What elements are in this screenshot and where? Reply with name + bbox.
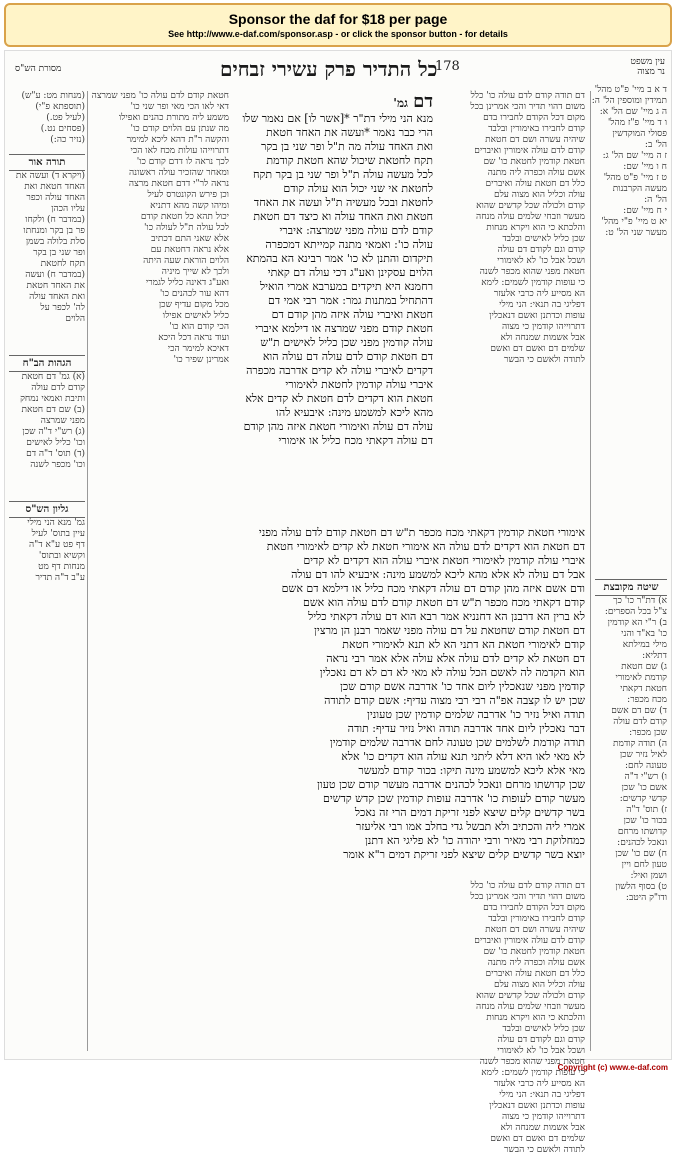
shita-mekubetzet-line: קודם לדם עולה — [613, 717, 667, 727]
hagahot-habach-text — [9, 372, 85, 471]
tosafot-line: מה שנתן עם הלוים קודם כו' — [130, 124, 229, 134]
gemara-line: עולה כו': ואמאי מתנה קמייתא דמכפרה — [265, 238, 433, 251]
commentary-bottom-line: דפליגי בה תנאי: הני מילי — [499, 1090, 585, 1100]
gemara-lower-line: מעשר קודם לעופות כו' אדרבה עופות קודמין שכן קדש קדשים — [322, 792, 585, 805]
torah-ohr-line: (במדבר ח) ולקחו — [25, 215, 85, 225]
gemara-line: עולה קודמין מפני שכן כליל לאישים ת"ש — [260, 336, 433, 349]
hagahot-habach-line: וכו' מכפר לשנה — [30, 460, 85, 470]
commentary-bottom-block — [93, 881, 585, 1155]
mesoret-hashas-text — [9, 91, 85, 146]
ein-mishpat-label: עין משפט — [630, 57, 665, 67]
hagahot-habach-line: ותיבת ואמאי נמחק — [20, 394, 85, 404]
gemara-lower-line: לא מאי לאו היא דלא ליתני תנא עולה הוא דקדים כו' אלא — [341, 750, 585, 763]
ner-mitzvah-label: נר מצוה — [637, 67, 665, 77]
mesoret-hashas-line: (מנחות מט: ע"ש) — [21, 91, 85, 101]
gemara-line: הרי כבר נאמר *ועשה את האחד חטאת — [266, 126, 433, 139]
shita-mekubetzet-line: צ"ל בכל הספרים: — [604, 607, 667, 617]
commentary-bottom-line: שיהיה עשרה ושם דם חטאת — [485, 925, 585, 935]
ein-mishpat-line: ו ד מיי' פ"ז מהל' — [607, 118, 667, 128]
torah-ohr-line: את האחד חטאת — [26, 281, 85, 291]
torah-ohr-line: סלת בלולה בשמן — [25, 237, 85, 247]
commentary-bottom-line: חטאת קודמין לחטאת כו' שם — [483, 947, 585, 957]
gemara-line: לכל מעשה עולה ת"ל ופר שני בן בקר תקח — [253, 168, 433, 181]
gemara-lower-line: מאי אלא ליכא למשמע מינה תיקו: בכור קודם למעשר — [358, 764, 585, 777]
gemara-lower-line: הוא הקדמה לה לאשם הכל עולה לא מאי לא דם לא דם נאכלין — [319, 666, 585, 679]
commentary-bottom-line: קודם ולכולה שכל קדשים שהוא — [476, 991, 585, 1001]
rashi-line: קודם ולכולה שכל קדשים שהוא — [476, 201, 585, 211]
torah-ohr-heading: תורה אור — [9, 154, 85, 171]
margin-left-column — [9, 91, 85, 1051]
gilyon-hashas-text — [9, 518, 85, 584]
rashi-line: הא מסייע ליה כרבי אלעזר — [493, 289, 585, 299]
gemara-line: עולה דם עולה ואימורי חטאת איזה מהן קודם — [243, 420, 433, 433]
rashi-line: כי עופות קודמין לשמים: לימא — [481, 278, 585, 288]
rashi-line: עולה וכליל הוא מצוה עלם — [493, 190, 585, 200]
shita-mekubetzet-line: ו) רש"י ד"ה — [624, 772, 667, 782]
ein-mishpat-line: תמידין ומוספין הל' ה: — [591, 96, 667, 106]
commentary-bottom-line: מעשר וזבחי שלמים עולה מנחה — [476, 1002, 585, 1012]
tosafot-line: דתרוייהו עולות מכח לאו הכי — [130, 146, 229, 156]
torah-ohr-line: לה' לכפר על — [40, 303, 85, 313]
tosafot-line: אמרינן שפיר כו' — [173, 355, 229, 365]
ein-mishpat-line: י ח מיי' שם: — [623, 206, 667, 216]
shita-mekubetzet-line: קודמת לאימורי — [615, 673, 667, 683]
gemara-line: חטאת ואת האחד עולה וא כיצד דם חטאת — [253, 210, 433, 223]
gemara-lower-line: איברי עולה קודמין לאימורי חטאת איברי עולה הוא דקדים לא קדים — [303, 554, 585, 567]
gemara-lower-line: דם חטאת לא קדים לדם עולה אלא עולה אלא אמר רבי נראה — [326, 652, 585, 665]
rashi-line: אבל אשמות שמנחה ולא — [500, 333, 585, 343]
shita-mekubetzet-line: ז) תוס' ד"ה — [626, 805, 667, 815]
mesoret-hashas-line: (נזיר כה:) — [50, 135, 85, 145]
rashi-column — [435, 91, 585, 521]
rashi-line: אשם עולה וכפרה ליה מתנה — [487, 168, 585, 178]
gemara-line: רחמנא היא תיקדים במערבא אמרי הואיל — [260, 280, 433, 293]
torah-ohr-text — [9, 171, 85, 325]
shita-mekubetzet-line: ונאכל לכהנים: — [617, 838, 667, 848]
tosafot-line: כליל לאישים אפילו — [162, 311, 229, 321]
gemara-intro: גמ' — [393, 96, 409, 110]
ein-mishpat-column — [591, 85, 667, 1055]
tosafot-line: ומיהו קשה מהא דתניא — [150, 201, 229, 211]
gemara-line: תקח לחטאת שיכול שהא חטאת קודמת — [266, 154, 433, 167]
gemara-line: לחטאת ובכל מעשיה ת"ל ועשה את האחד — [253, 196, 433, 209]
tosafot-line: דהא עור לכהנים כו' — [159, 289, 229, 299]
tosafot-line: מכל מקום עדיף שכן — [158, 300, 229, 310]
gemara-line: מהא ליכא למשמע מינה: איבעיא להו — [276, 406, 433, 419]
gemara-line: דהתחיל במתנות גמר: אמר רבי אמי דם — [267, 294, 433, 307]
gemara-line: דם עולה דקאתי מכח כליל או אימורי — [278, 434, 433, 447]
rashi-line: והלכתא כי הוא ויקרא מנחות — [486, 223, 585, 233]
ein-mishpat-line: הל' ב: — [644, 140, 667, 150]
gemara-lower-line: שכן יש לו קצבה אפ"ה רבי רבי מצוה עדיף: אשם קודם לתודה — [324, 694, 585, 707]
rashi-line: שכן כליל לאישים ובלבד — [502, 234, 585, 244]
shita-mekubetzet-line: ודו"ק היטב: — [625, 893, 667, 903]
commentary-bottom-line: כי עופות קודמין לשמים: לימא — [481, 1068, 585, 1078]
tosafot-column — [93, 91, 229, 521]
commentary-bottom-line: חטאת מפני שהוא מכפר לשנה — [479, 1057, 585, 1067]
gemara-lower-line: לא ברין הא דרבנן הא דחנניא אמר רבא הוא דם עולה דקאתי כליל — [308, 610, 585, 623]
torah-ohr-line: הלוים — [65, 314, 85, 324]
rashi-line: מקום דכל הקודם לחבירו בדם — [483, 113, 585, 123]
gemara-line: קודם לדם עולה מפני שמרצה: איברי — [279, 224, 433, 237]
shita-mekubetzet-line: דתליא: — [642, 651, 667, 661]
commentary-bottom-line: שלמים דם ואשם דם ואשם — [490, 1134, 585, 1144]
gemara-line: הלוים עסקינן ואע"ג דכי עולה דם קאתי — [267, 266, 433, 279]
shita-mekubetzet-line: מילי במילתא — [622, 640, 667, 650]
gemara-lower-line: קודם דקאתי מכח מכפר ת"ש דם חטאת קודם לדם עולה הוא אשם — [303, 596, 585, 609]
gilyon-hashas-line: עיין בתוס' לעיל — [31, 529, 85, 539]
commentary-bottom-line: שכן כליל לאישים ובלבד — [502, 1024, 585, 1034]
column-divider — [590, 91, 591, 1051]
mesoret-hashas-line: (לעיל פט.) — [46, 113, 85, 123]
shita-mekubetzet-line: ושמן ואיל: — [630, 871, 667, 881]
hagahot-habach-line: וכו' כליל לאישים — [26, 438, 85, 448]
shita-mekubetzet-heading: שיטה מקובצת — [595, 579, 667, 596]
commentary-bottom-text — [93, 881, 585, 1156]
gemara-lead-word: דם — [413, 91, 433, 112]
gilyon-hashas-line: וקשיא ובתוס' — [38, 551, 85, 561]
column-divider-left — [87, 91, 88, 1051]
tosafot-line: ואע"ג דאינה כליל לגמרי — [145, 278, 229, 288]
gilyon-hashas-line: גמ' מנא הני מילי — [27, 518, 85, 528]
shita-mekubetzet-line: אשם כו' שכן — [621, 783, 667, 793]
gemara-line: דקדים לאיברי עולה לא קדים אדרבה מכפרה — [246, 364, 433, 377]
shita-mekubetzet-line: קדשי קדשים: — [619, 794, 667, 804]
tosafot-line: אלא נראה דחטאת עם — [150, 245, 229, 255]
mesoret-hashas-line: (פסחים נט.) — [40, 124, 85, 134]
hagahot-habach-line: קודם לדם עולה — [31, 383, 85, 393]
ein-mishpat-line: מעשה הקרבנות — [612, 184, 667, 194]
commentary-bottom-line: והלכתא כי הוא ויקרא מנחות — [486, 1013, 585, 1023]
gemara-lower-line: אמרי ליה והכתיב ולא תבשל גדי בחלב אמו רבי אליעזר — [355, 820, 585, 833]
tosafot-line: והקשה ר"ת דהא ליכא למימר — [126, 135, 229, 145]
torah-ohr-line: תקח לחטאת — [40, 259, 85, 269]
mesoret-hashas-line: (תוספתא פ"י) — [35, 102, 85, 112]
ein-mishpat-text — [591, 85, 667, 239]
commentary-bottom-line: לתודה ולאשם כי הבשר — [503, 1145, 585, 1155]
gemara-lower-line: כמחלוקת רבי מאיר ורבי יהודה כו' לא פליגי הא דתנן — [364, 834, 585, 847]
torah-ohr-line: פר בן בקר ומנחתו — [23, 226, 85, 236]
gemara-text — [233, 112, 433, 448]
torah-ohr-line: (במדבר ח) ועשה — [25, 270, 85, 280]
rashi-line: לתודה ולאשם כי הבשר — [503, 355, 585, 365]
shita-mekubetzet-line: כו' בא"ד והני — [621, 629, 667, 639]
gilyon-hashas-line: מנחות דף מט — [38, 562, 85, 572]
rashi-line: דתרוייהו קודמין כי מצוה — [501, 322, 585, 332]
shita-mekubetzet-line: א) דת"ר כו' כך — [613, 596, 667, 606]
rashi-text — [435, 91, 585, 366]
commentary-bottom-line: משום דהוי תדיר והכי אמרינן בכל — [470, 892, 585, 902]
ein-mishpat-line: ד א ב מיי' פ"ט מהל' — [594, 85, 667, 95]
tosafot-text — [93, 91, 229, 366]
tosafot-line: אלא שאני התם דכתיב — [151, 234, 229, 244]
commentary-bottom-line: מקום דכל הקודם לחבירו בדם — [483, 903, 585, 913]
ein-mishpat-line: ה ג מיי' שם הל' א: — [599, 107, 667, 117]
tosafot-line: דאיכא למימר הכי — [167, 344, 229, 354]
commentary-bottom-line: הא מסייע ליה כרבי אלעזר — [493, 1079, 585, 1089]
sponsor-title[interactable]: Sponsor the daf for $18 per page — [228, 11, 448, 27]
rashi-line: קודם לדם עולה אימורין ואיברים — [474, 146, 585, 156]
hagahot-habach-line: (ב) שם דם חטאת — [21, 405, 85, 415]
gemara-line: איברי עולה קודמין לחטאת לאימורי — [285, 378, 433, 391]
hagahot-habach-line: (ד) תוס' ד"ה דם — [26, 449, 85, 459]
gemara-lower-line: תודה ואיל נזיר כו' אדרבה שלמים קודמין שכן טעונין — [367, 708, 585, 721]
ein-mishpat-line: פסולי המוקדשין — [612, 129, 667, 139]
mesoret-hashas-header: מסורת הש"ס — [15, 64, 62, 74]
shita-mekubetzet-line: ט) בסוף הלשון — [615, 882, 667, 892]
ein-mishpat-line: ט ז מיי' פ"ט מהל' — [603, 173, 667, 183]
gilyon-hashas-heading: גליון הש"ס — [9, 501, 85, 518]
gemara-line: חטאת קודם מפני שמרצה או דילמא איברי — [255, 322, 433, 335]
torah-ohr-line: האחד חטאת ואת — [24, 182, 85, 192]
torah-ohr-line: ופר שני בן בקר — [33, 248, 85, 258]
commentary-bottom-line: כלל דם חטאת עולה ואיברים — [485, 969, 585, 979]
commentary-bottom-line: דם תודה קודם לדם עולה כו' כלל — [470, 881, 585, 891]
rashi-line: מעשר וזבחי שלמים עולה מנחה — [476, 212, 585, 222]
gemara-line: חטאת הוא דקדים לדם חטאת לא קדים אלא — [245, 392, 433, 405]
copyright-text: Copyright (c) www.e-daf.com — [557, 1063, 668, 1072]
gemara-lower-line: אבל דם עולה לא אלא מהא ליכא למשמע מינה: איבעיא להו דם עולה — [291, 568, 585, 581]
gemara-main-block — [233, 91, 433, 521]
gilyon-hashas-line: דף פט ע"א ד"ה — [28, 540, 85, 550]
rashi-line: עופות וכדתנן ואשם דנאכלין — [489, 311, 585, 321]
shita-mekubetzet-line: טעון לחם ויין — [621, 860, 667, 870]
shita-mekubetzet-line: קדושתו מרחם — [617, 827, 667, 837]
tosafot-line: חטאת קודם לדם עולה כו' מפני שמרצה — [91, 91, 229, 101]
gemara-line: דם חטאת קודם לדם עולה דם עולה הוא — [262, 350, 433, 363]
rashi-line: משום דהוי תדיר והכי אמרינן בכל — [470, 102, 585, 112]
gemara-lower-line: קודמין מפני שנאכלין ליום אחד כו' אדרבה אשם קודם שכן — [340, 680, 585, 693]
commentary-bottom-line: עולה וכליל הוא מצוה עלם — [493, 980, 585, 990]
shita-mekubetzet-line: טעונה לחם: — [625, 761, 667, 771]
gemara-lower-block — [93, 526, 585, 876]
rashi-line: שיהיה עשרה ושם דם חטאת — [485, 135, 585, 145]
hagahot-habach-line: (א) גמ' דם חטאת — [21, 372, 85, 382]
gemara-line: חטאת ואיברי עולה איזה מהן קודם דם — [271, 308, 433, 321]
shita-mekubetzet-line: שכן מכפר: — [629, 728, 667, 738]
gemara-lower-line: בשר קדשים קלים שיצא לפני זריקת דמים הרי זה נאכל — [354, 806, 585, 819]
rashi-line: חטאת קודמין לחטאת כו' שם — [483, 157, 585, 167]
gilyon-hashas-line: ע"ב ד"ה תדיר — [35, 573, 85, 583]
page-number: 178 — [435, 59, 460, 74]
hagahot-habach-line: מפני שמרצה — [40, 416, 85, 426]
gemara-line: לחטאת אי שני יכול הוא עולה קודם — [283, 182, 433, 195]
gemara-line: מנא הני מילי דת"ר *[אשר לו] אם נאמר שלו — [242, 112, 433, 125]
commentary-bottom-line: דתרוייהו קודמין כי מצוה — [501, 1112, 585, 1122]
footer-bar — [0, 1062, 676, 1076]
ein-mishpat-line: ז ה מיי' שם הל' ג: — [602, 151, 667, 161]
shita-mekubetzet-line: ד) שם דם אשם — [611, 706, 667, 716]
tosafot-line: לכל עולה ת"ל לעולה כו' — [143, 223, 229, 233]
tosafot-line: ולכך לא שייך מיניה — [161, 267, 229, 277]
hagahot-habach-line: (ג) רש"י ד"ה שכן — [22, 427, 85, 437]
gemara-lower-line: ודם אשם איזה מהן קודם דם עולה דקאתי מכח כליל או דילמא דם אשם — [281, 582, 585, 595]
commentary-bottom-line: עופות וכדתנן ואשם דנאכלין — [489, 1101, 585, 1111]
rashi-line: חטאת מפני שהוא מכפר לשנה — [479, 267, 585, 277]
tosafot-line: לכך נראה לו דדם קודם כו' — [136, 157, 229, 167]
gemara-lower-line: קודם לאימורי חטאת הא דתני הא לא תנא לאימורי חטאת — [342, 638, 585, 651]
commentary-bottom-line: ושכל אבל כו' לא לאימורי — [497, 1046, 585, 1056]
gemara-lower-line: תודה קודמת לשלמים שכן טעונה לחם אדרבה שלמים קודמין — [329, 736, 585, 749]
shita-mekubetzet-line: ג) שם חטאת — [621, 662, 667, 672]
gemara-lower-line: דם חטאת קודם שחטאת על דם עולה מפני שאמר רבנן הן מרצין — [314, 624, 585, 637]
gemara-lower-line: דבר נאכלין ליום אחד אדרבה תודה ואיל נזיר עדיף: תודה — [347, 722, 585, 735]
ein-mishpat-line: מעשר שני הל' ט: — [605, 228, 667, 238]
gemara-lower-line: שכן קדושתו מרחם ונאכל לכהנים אדרבה מעשר קודם שכן טעון — [317, 778, 585, 791]
tosafot-line: משמע ליה מתורת כהנים ואפילו — [118, 113, 229, 123]
tosafot-line: ומאחר שהזכיר עולה ראשונה — [129, 168, 229, 178]
rashi-line: דפליגי בה תנאי: הני מילי — [499, 300, 585, 310]
rashi-line: קודם וגם לקודם דם עולה — [497, 245, 585, 255]
shita-mekubetzet-line: חטאת דקאתי — [620, 684, 667, 694]
shita-mekubetzet-line: ה) תודה קודמת — [613, 739, 667, 749]
tosafot-line: הלוים הוראת שעה היתה — [143, 256, 229, 266]
gemara-lower-line: אימורי חטאת קודמין דקאתי מכח מכפר ת"ש דם חטאת קודם לדם עולה מפני — [258, 526, 585, 539]
torah-ohr-line: עליו הכהן — [51, 204, 85, 214]
sponsor-banner[interactable] — [4, 3, 672, 47]
commentary-bottom-line: אבל אשמות שמנחה ולא — [500, 1123, 585, 1133]
shita-mekubetzet-text — [595, 596, 667, 904]
tosafot-line: וכן פירש הקונטרס לעיל — [147, 190, 229, 200]
torah-ohr-line: ואת האחד עולה — [29, 292, 85, 302]
shita-mekubetzet-line: ח) שם כו' שכן — [615, 849, 667, 859]
tosafot-line: הכי קודם הוא כו' — [169, 322, 229, 332]
ein-mishpat-line: הל' ה: — [644, 195, 667, 205]
rashi-line: דם תודה קודם לדם עולה כו' כלל — [470, 91, 585, 101]
torah-ohr-line: (ויקרא ד) ועשה את — [15, 171, 85, 181]
rashi-line: כלל דם חטאת עולה ואיברים — [485, 179, 585, 189]
rashi-line: שלמים דם ואשם דם ואשם — [490, 344, 585, 354]
gemara-line: תיקדום והתנן לא כו' אמר רבינא הא בהמתא — [246, 252, 433, 265]
commentary-bottom-line: אשם עולה וכפרה ליה מתנה — [487, 958, 585, 968]
sponsor-subtitle[interactable]: See http://www.e-daf.com/sponsor.asp - or click the sponsor button - for details — [168, 29, 508, 39]
tosafot-line: ועוד נראה דכל היכא — [158, 333, 229, 343]
commentary-bottom-line: קודם לדם עולה אימורין ואיברים — [474, 936, 585, 946]
commentary-bottom-line: קודם וגם לקודם דם עולה — [497, 1035, 585, 1045]
ein-mishpat-line: יא ט מיי' פ"י מהל' — [601, 217, 667, 227]
gemara-lower-line: יוצא בשר קדשים קלים שיצא לפני זריקת דמים ר"א אומר — [343, 848, 585, 861]
shita-mekubetzet-line: מכח מכפר: — [627, 695, 667, 705]
shita-mekubetzet-line: לאיל נזיר שכן — [619, 750, 667, 760]
gemara-line: ואת האחד עולה מה ת"ל ופר שני בן בקר — [260, 140, 433, 153]
gemara-lower-line: דם חטאת הוא דקדים לדם עולה הא אימורי חטאת לא קדים לאימורי חטאת — [266, 540, 585, 553]
shita-mekubetzet-line: ב) ר"י הא קודמין — [607, 618, 667, 628]
torah-ohr-line: האחד עולה וכפר — [26, 193, 85, 203]
shita-mekubetzet-line: בכור כו' שכן — [623, 816, 667, 826]
gemara-lower-text — [93, 526, 585, 862]
tosafot-line: נראה לר"י דדם חטאת מרצה — [128, 179, 229, 189]
page-header — [5, 57, 671, 87]
tosafot-line: יכול תהא כל חטאת קודם — [140, 212, 229, 222]
rashi-line: קודם לחבירו באימורין ובלבד — [488, 124, 585, 134]
hagahot-habach-heading: הגהות הב"ח — [9, 355, 85, 372]
rashi-line: ושכל אבל כו' לא לאימורי — [497, 256, 585, 266]
commentary-bottom-line: קודם לחבירו באימורין ובלבד — [488, 914, 585, 924]
ein-mishpat-header — [631, 57, 665, 77]
tosafot-line: דאי לאו הכי מאי ופר שני כו' — [130, 102, 229, 112]
ein-mishpat-line: ח ו מיי' שם: — [623, 162, 667, 172]
page-title: כל התדיר פרק עשירי זבחים — [220, 57, 438, 81]
